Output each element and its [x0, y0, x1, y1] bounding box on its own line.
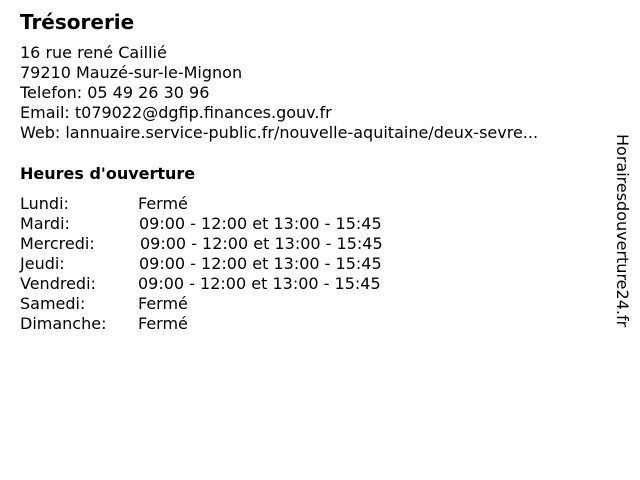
- day-label: Dimanche:: [20, 314, 107, 333]
- day-label: Vendredi:: [20, 274, 96, 293]
- phone-text: Telefon: 05 49 26 30 96: [20, 83, 210, 102]
- day-hours: 09:00 - 12:00 et 13:00 - 15:45: [139, 254, 382, 273]
- day-label: Jeudi:: [20, 254, 65, 273]
- office-title: Trésorerie: [20, 10, 135, 34]
- day-hours: Fermé: [138, 294, 188, 313]
- site-watermark: Horairesdouverture24.fr: [613, 134, 632, 328]
- office-contact-info: [20, 43, 538, 143]
- day-hours: 09:00 - 12:00 et 13:00 - 15:45: [139, 214, 382, 233]
- address-city: 79210 Mauzé-sur-le-Mignon: [20, 63, 243, 82]
- email-text: Email: t079022@dgfip.finances.gouv.fr: [20, 103, 332, 122]
- day-label: Samedi:: [20, 294, 86, 313]
- day-hours: Fermé: [138, 194, 188, 213]
- address-street: 16 rue rené Caillié: [20, 43, 167, 62]
- day-label: Mercredi:: [20, 234, 95, 253]
- day-label: Mardi:: [20, 214, 70, 233]
- opening-hours-heading: Heures d'ouverture: [20, 164, 196, 183]
- day-hours: 09:00 - 12:00 et 13:00 - 15:45: [140, 234, 383, 253]
- web-link[interactable]: Web: lannuaire.service-public.fr/nouvelle-aquitaine/deux-sevre...: [20, 123, 539, 142]
- day-hours: 09:00 - 12:00 et 13:00 - 15:45: [138, 274, 381, 293]
- day-label: Lundi:: [20, 194, 69, 213]
- day-hours: Fermé: [138, 314, 188, 333]
